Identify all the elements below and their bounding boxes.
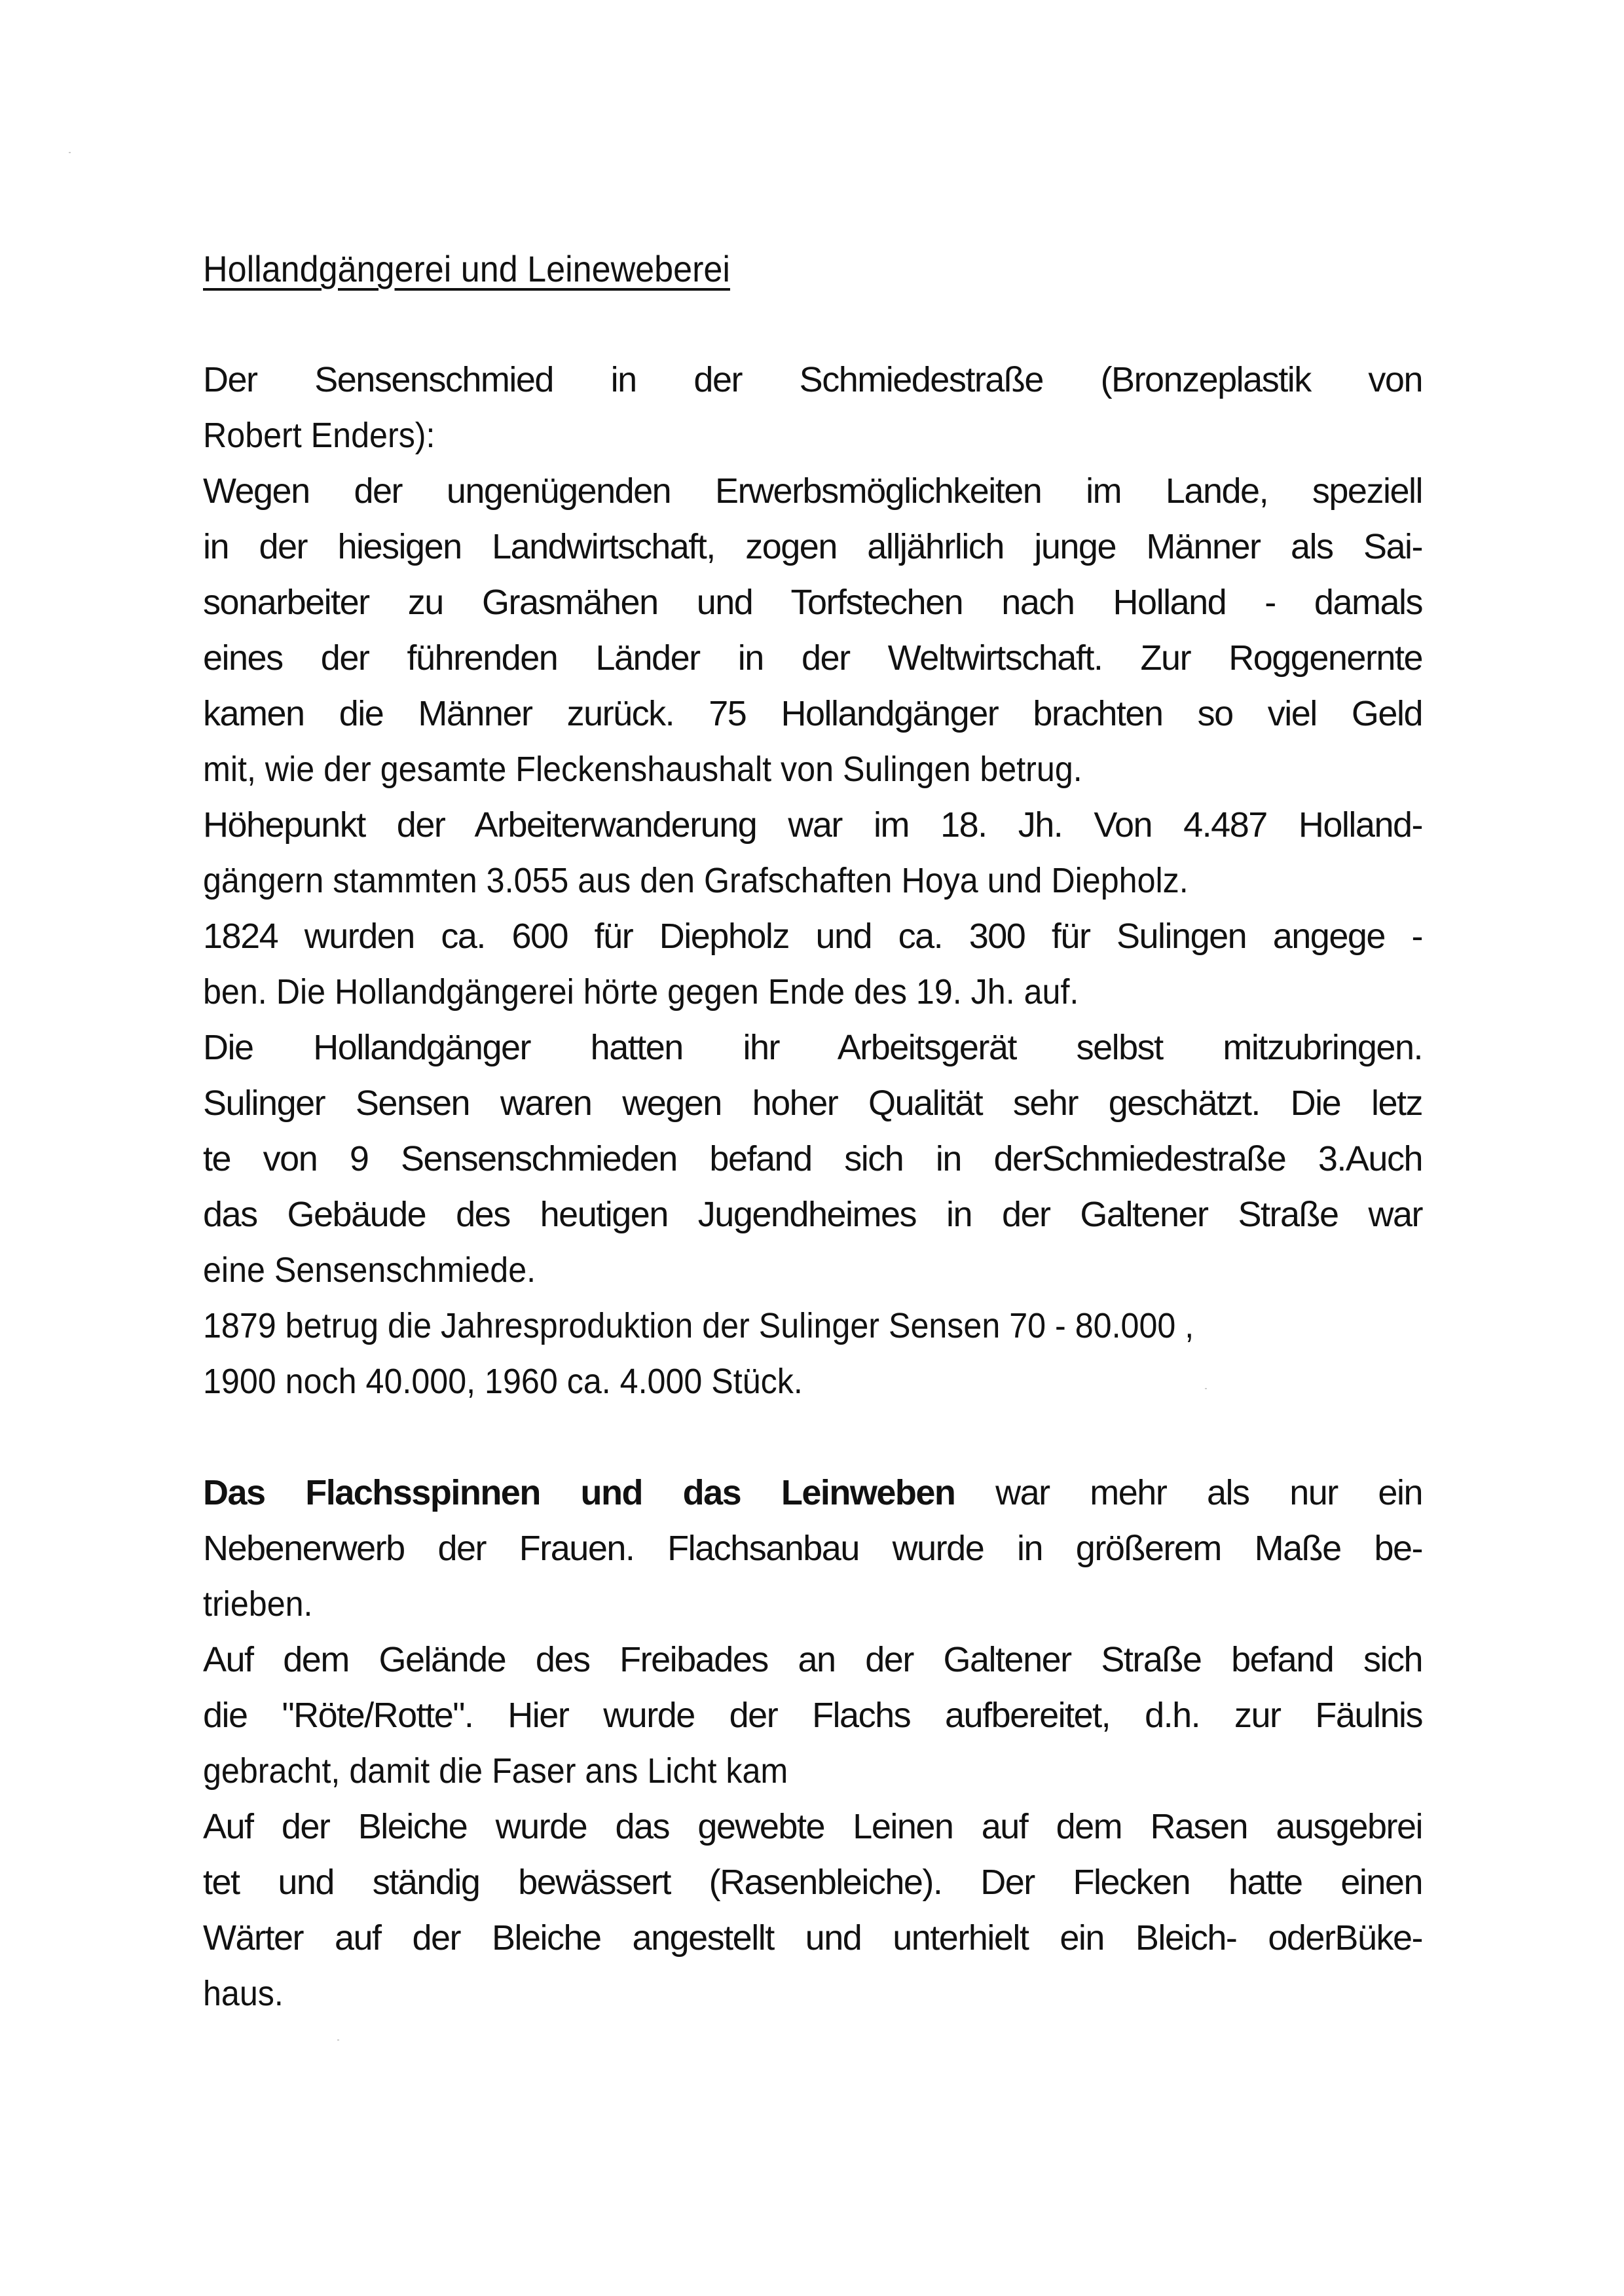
- text-line: Der Sensenschmied in der Schmiedestraße (Bronzeplastik von: [203, 360, 1422, 399]
- text-line: kamen die Männer zurück. 75 Hollandgänger brachten so viel Geld: [203, 694, 1422, 733]
- text-line: Sulinger Sensen waren wegen hoher Qualität sehr geschätzt. Die letz: [203, 1084, 1422, 1123]
- scan-speck: [337, 2039, 339, 2041]
- text-line: gängern stammten 3.055 aus den Grafschaften Hoya und Diepholz.: [203, 861, 1189, 900]
- text-line: Auf dem Gelände des Freibades an der Galtener Straße befand sich: [203, 1640, 1422, 1679]
- document-title: Hollandgängerei und Leineweberei: [203, 248, 730, 289]
- text-line: das Gebäude des heutigen Jugendheimes in der Galtener Straße war: [203, 1195, 1422, 1234]
- bold-lead: Das Flachsspinnen und das Leinweben: [203, 1473, 955, 1512]
- text-line: sonarbeiter zu Grasmähen und Torfstechen nach Holland - damals: [203, 583, 1422, 622]
- text-line: tet und ständig bewässert (Rasenbleiche). Der Flecken hatte einen: [203, 1863, 1422, 1902]
- text-line: trieben.: [203, 1584, 313, 1624]
- text-line: Höhepunkt der Arbeiterwanderung war im 18. Jh. Von 4.487 Holland-: [203, 805, 1422, 845]
- text-line: 1879 betrug die Jahresproduktion der Sulinger Sensen 70 - 80.000 ,: [203, 1306, 1194, 1345]
- text-line: eines der führenden Länder in der Weltwirtschaft. Zur Roggenernte: [203, 638, 1422, 678]
- text-line: Wärter auf der Bleiche angestellt und unterhielt ein Bleich- oderBüke-: [203, 1918, 1422, 1958]
- text-line: die "Röte/Rotte". Hier wurde der Flachs aufbereitet, d.h. zur Fäulnis: [203, 1696, 1422, 1735]
- text-line: ben. Die Hollandgängerei hörte gegen Ende des 19. Jh. auf.: [203, 972, 1079, 1011]
- text-line: 1900 noch 40.000, 1960 ca. 4.000 Stück.: [203, 1362, 803, 1401]
- text-line-lead: [203, 1470, 1422, 1516]
- text-line: te von 9 Sensenschmieden befand sich in derSchmiedestraße 3.Auch: [203, 1139, 1422, 1178]
- text-line: Auf der Bleiche wurde das gewebte Leinen auf dem Rasen ausgebrei: [203, 1807, 1422, 1846]
- text-line: gebracht, damit die Faser ans Licht kam: [203, 1751, 788, 1791]
- scan-speck: [1205, 1388, 1207, 1389]
- text-line: eine Sensenschmiede.: [203, 1250, 536, 1290]
- text-line: Wegen der ungenügenden Erwerbsmöglichkeiten im Lande, speziell: [203, 471, 1422, 511]
- text-line: Die Hollandgänger hatten ihr Arbeitsgerät selbst mitzubringen.: [203, 1028, 1422, 1067]
- scan-speck: [69, 152, 71, 153]
- text-line: Robert Enders):: [203, 416, 435, 455]
- text-line: Nebenerwerb der Frauen. Flachsanbau wurde in größerem Maße be-: [203, 1529, 1422, 1568]
- text-line: haus.: [203, 1974, 284, 2013]
- text-line: 1824 wurden ca. 600 für Diepholz und ca. 300 für Sulingen angege -: [203, 917, 1422, 956]
- text-line: in der hiesigen Landwirtschaft, zogen alljährlich junge Männer als Sai-: [203, 527, 1422, 566]
- text-line: mit, wie der gesamte Fleckenshaushalt von Sulingen betrug.: [203, 750, 1082, 789]
- lead-rest: war mehr als nur ein: [995, 1473, 1422, 1512]
